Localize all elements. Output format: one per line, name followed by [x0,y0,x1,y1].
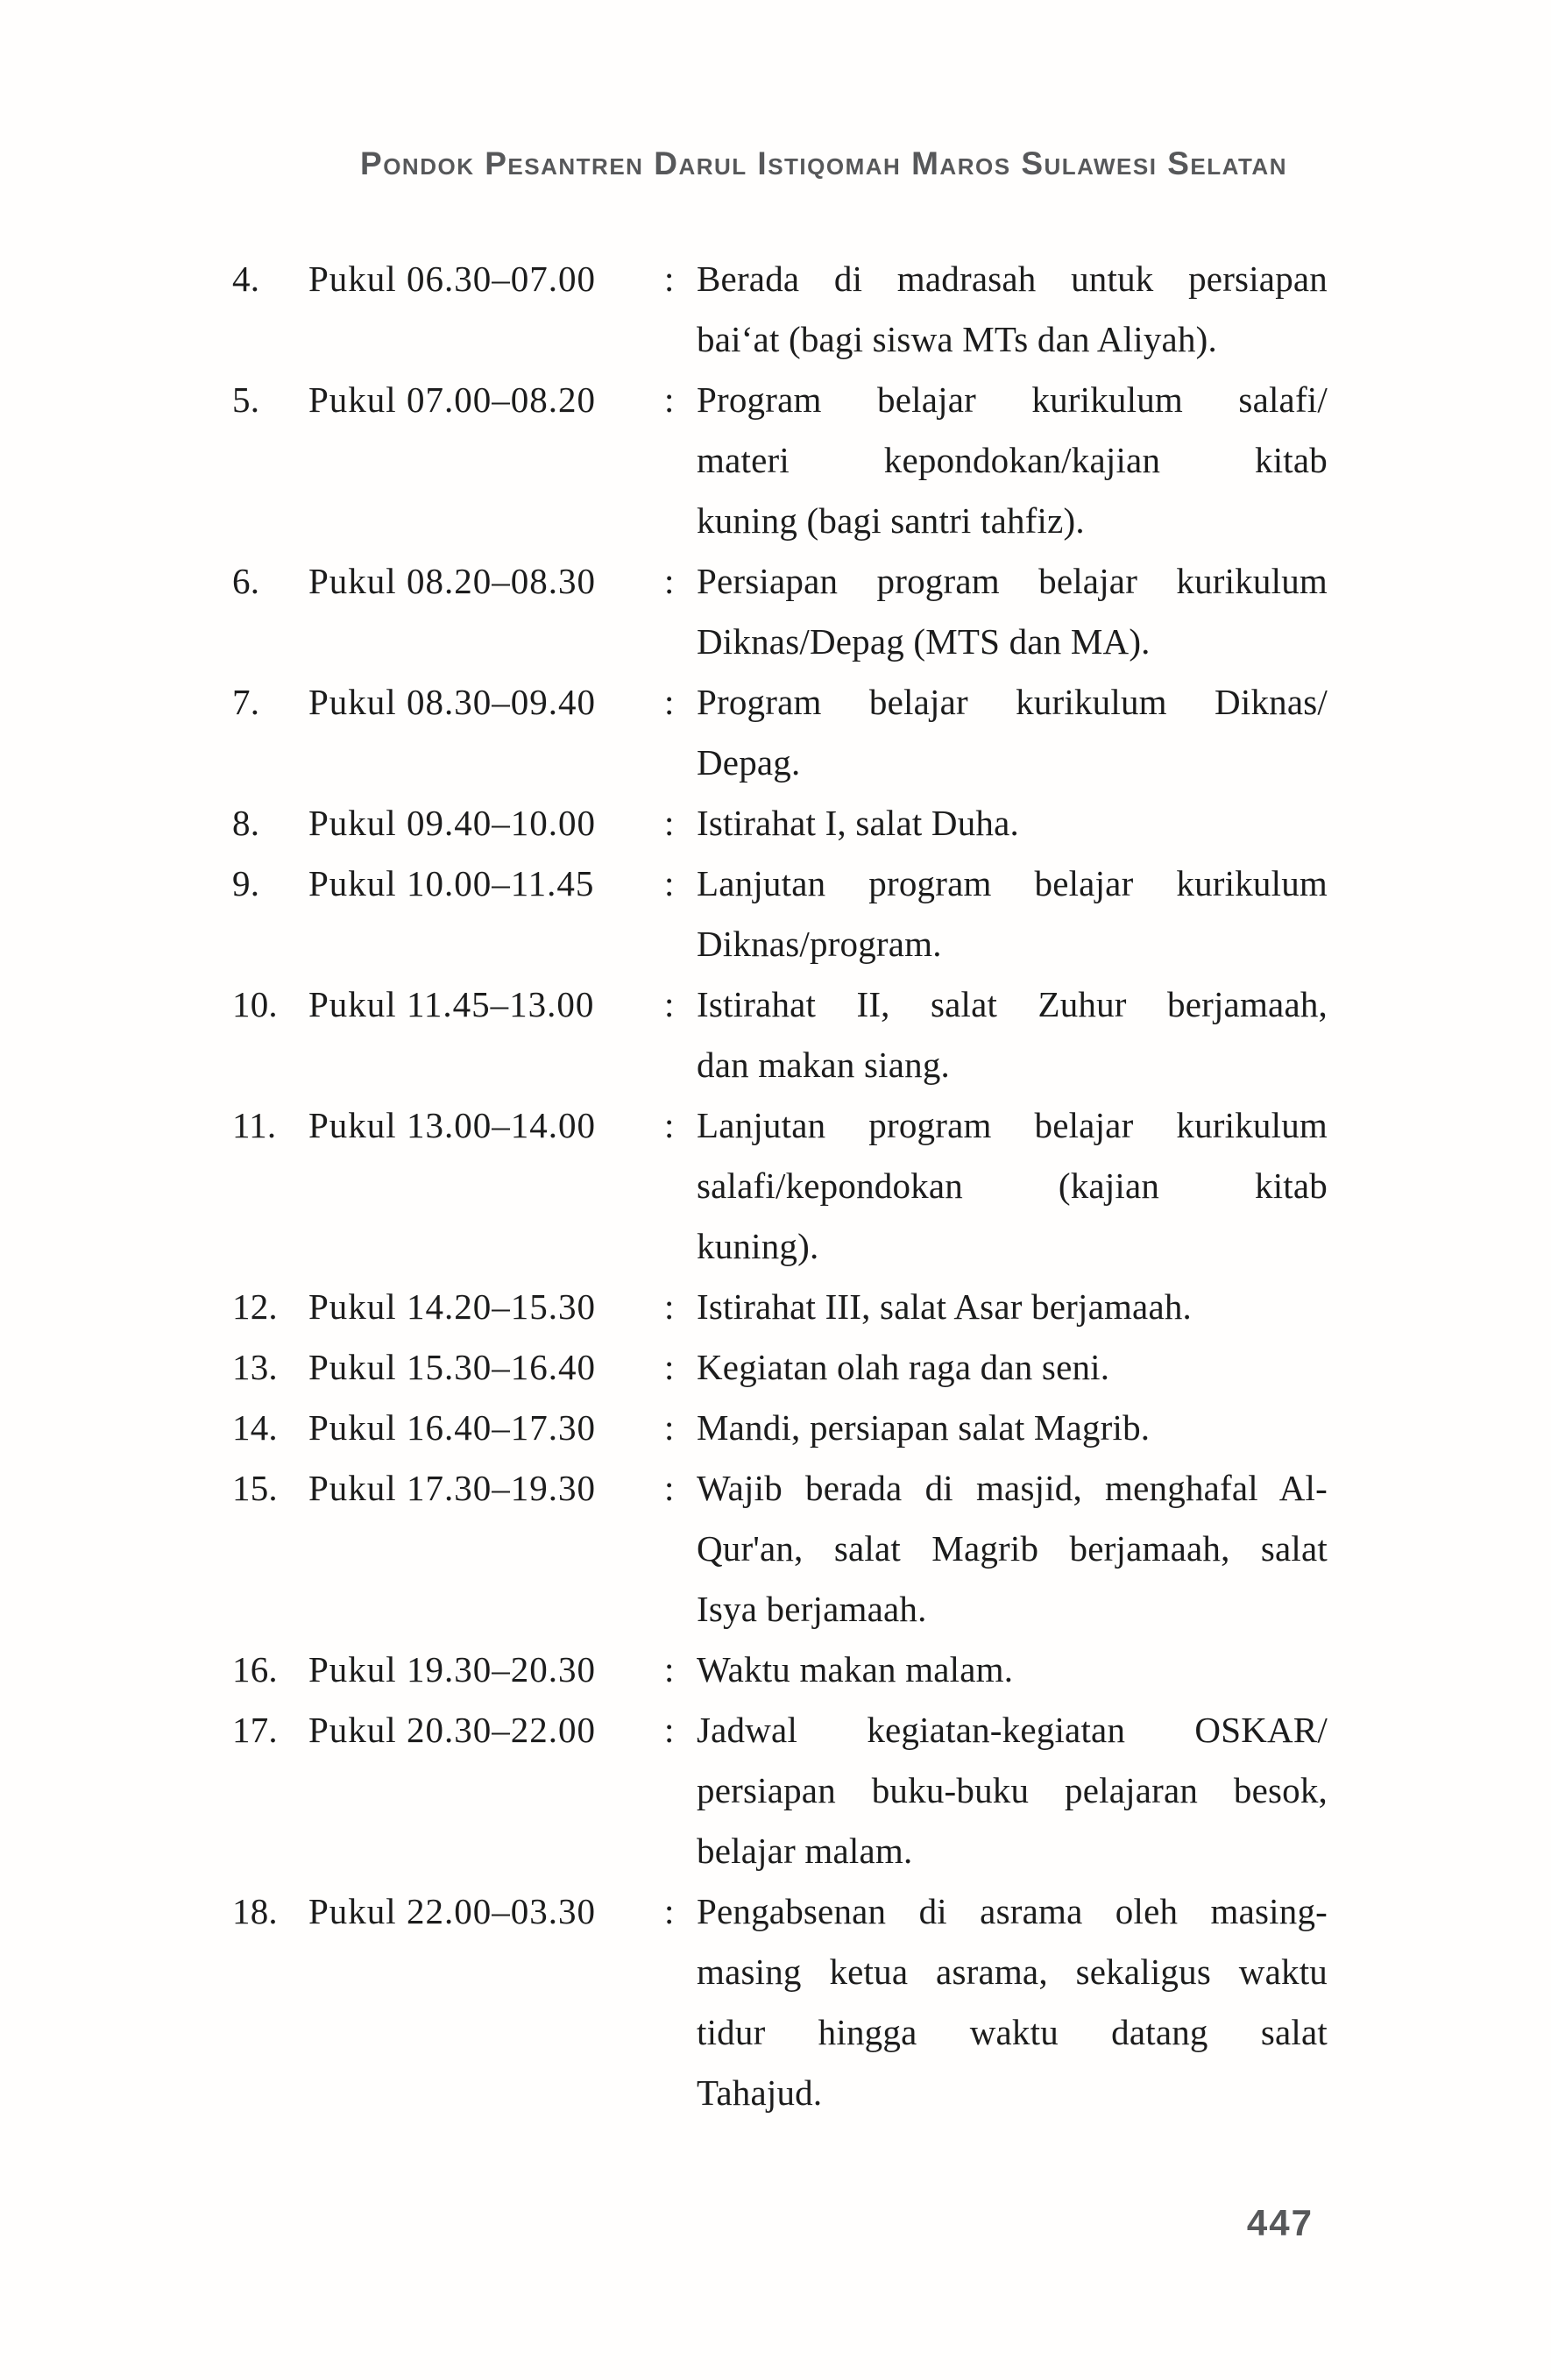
description-line: Istirahat II, salat Zuhur berjamaah, [697,984,1328,1024]
item-colon: : [664,259,675,299]
page-header: Pondok Pesantren Darul Istiqomah Maros Sulawesi Selatan [360,145,1287,181]
item-time: Pukul 16.40–17.30 [308,1407,596,1448]
description-line: bai‘at (bagi siswa MTs dan Aliyah). [697,319,1217,359]
item-time: Pukul 10.00–11.45 [308,863,595,903]
description-line: Istirahat I, salat Duha. [697,803,1019,843]
item-description [697,1881,1328,2123]
description-line: kuning). [697,1226,819,1266]
schedule-list [232,249,1328,2123]
schedule-item [232,1640,1328,1700]
item-description [697,1398,1328,1458]
item-colon: : [664,1286,675,1327]
description-line: Tahajud. [697,2072,823,2113]
item-description [697,1700,1328,1881]
item-colon: : [664,1710,675,1750]
description-line: materi kepondokan/kajian kitab [697,440,1328,480]
item-colon: : [664,863,675,903]
schedule-item [232,1277,1328,1337]
item-number: 13. [232,1347,278,1387]
schedule-item [232,249,1328,370]
item-colon: : [664,561,675,601]
description-line: Lanjutan program belajar kurikulum [697,863,1328,903]
description-line: persiapan buku-buku pelajaran besok, [697,1770,1328,1810]
item-description [697,1337,1328,1398]
item-description [697,672,1328,793]
description-line: Persiapan program belajar kurikulum [697,561,1328,601]
item-colon: : [664,1649,675,1689]
description-line: Kegiatan olah raga dan seni. [697,1347,1110,1387]
item-description [697,1277,1328,1337]
description-line: masing ketua asrama, sekaligus waktu [697,1951,1328,1992]
item-number: 8. [232,803,260,843]
schedule-item [232,854,1328,974]
description-line: Wajib berada di masjid, menghafal Al- [697,1468,1328,1508]
item-time: Pukul 14.20–15.30 [308,1286,596,1327]
page-number: 447 [1246,2202,1314,2243]
item-number: 14. [232,1407,278,1448]
item-description [697,793,1328,854]
schedule-item [232,793,1328,854]
description-line: Pengabsenan di asrama oleh masing- [697,1891,1328,1931]
item-number: 10. [232,984,278,1024]
item-number: 4. [232,259,260,299]
item-time: Pukul 20.30–22.00 [308,1710,596,1750]
item-number: 12. [232,1286,278,1327]
description-line: Jadwal kegiatan-kegiatan OSKAR/ [697,1710,1328,1750]
schedule-item [232,551,1328,672]
item-number: 7. [232,682,260,722]
schedule-item [232,1700,1328,1881]
description-line: tidur hingga waktu datang salat [697,2012,1328,2052]
item-time: Pukul 06.30–07.00 [308,259,596,299]
schedule-item [232,672,1328,793]
item-colon: : [664,1407,675,1448]
item-time: Pukul 15.30–16.40 [308,1347,596,1387]
item-colon: : [664,1891,675,1931]
item-number: 9. [232,863,260,903]
item-number: 18. [232,1891,278,1931]
schedule-item [232,370,1328,551]
item-number: 17. [232,1710,278,1750]
item-colon: : [664,1105,675,1145]
description-line: Qur'an, salat Magrib berjamaah, salat [697,1528,1328,1569]
schedule-item [232,1095,1328,1277]
schedule-item [232,1337,1328,1398]
item-number: 16. [232,1649,278,1689]
item-time: Pukul 13.00–14.00 [308,1105,596,1145]
item-description [697,974,1328,1095]
schedule-item [232,1881,1328,2123]
schedule-item [232,1398,1328,1458]
description-line: Isya berjamaah. [697,1589,927,1629]
description-line: kuning (bagi santri tahfiz). [697,500,1085,541]
item-colon: : [664,1468,675,1508]
description-line: Depag. [697,742,801,783]
item-description [697,854,1328,974]
item-number: 6. [232,561,260,601]
item-time: Pukul 08.30–09.40 [308,682,596,722]
schedule-item [232,1458,1328,1640]
item-description [697,1640,1328,1700]
item-time: Pukul 17.30–19.30 [308,1468,596,1508]
item-time: Pukul 22.00–03.30 [308,1891,596,1931]
item-colon: : [664,803,675,843]
item-colon: : [664,1347,675,1387]
item-time: Pukul 11.45–13.00 [308,984,595,1024]
item-time: Pukul 07.00–08.20 [308,379,596,420]
description-line: Istirahat III, salat Asar berjamaah. [697,1286,1193,1327]
item-colon: : [664,682,675,722]
description-line: Lanjutan program belajar kurikulum [697,1105,1328,1145]
description-line: Program belajar kurikulum salafi/ [697,379,1328,420]
item-time: Pukul 08.20–08.30 [308,561,596,601]
item-number: 5. [232,379,260,420]
description-line: Mandi, persiapan salat Magrib. [697,1407,1151,1448]
description-line: Program belajar kurikulum Diknas/ [697,682,1328,722]
item-time: Pukul 09.40–10.00 [308,803,596,843]
item-description [697,249,1328,370]
item-colon: : [664,379,675,420]
description-line: Diknas/program. [697,924,942,964]
description-line: belajar malam. [697,1831,913,1871]
schedule-item [232,974,1328,1095]
description-line: Diknas/Depag (MTS dan MA). [697,621,1151,662]
description-line: Berada di madrasah untuk persiapan [697,259,1328,299]
item-number: 15. [232,1468,278,1508]
item-description [697,1095,1328,1277]
description-line: dan makan siang. [697,1045,950,1085]
item-time: Pukul 19.30–20.30 [308,1649,596,1689]
description-line: salafi/kepondokan (kajian kitab [697,1165,1328,1206]
item-description [697,370,1328,551]
item-description [697,551,1328,672]
item-colon: : [664,984,675,1024]
item-description [697,1458,1328,1640]
item-number: 11. [232,1105,277,1145]
description-line: Waktu makan malam. [697,1649,1014,1689]
